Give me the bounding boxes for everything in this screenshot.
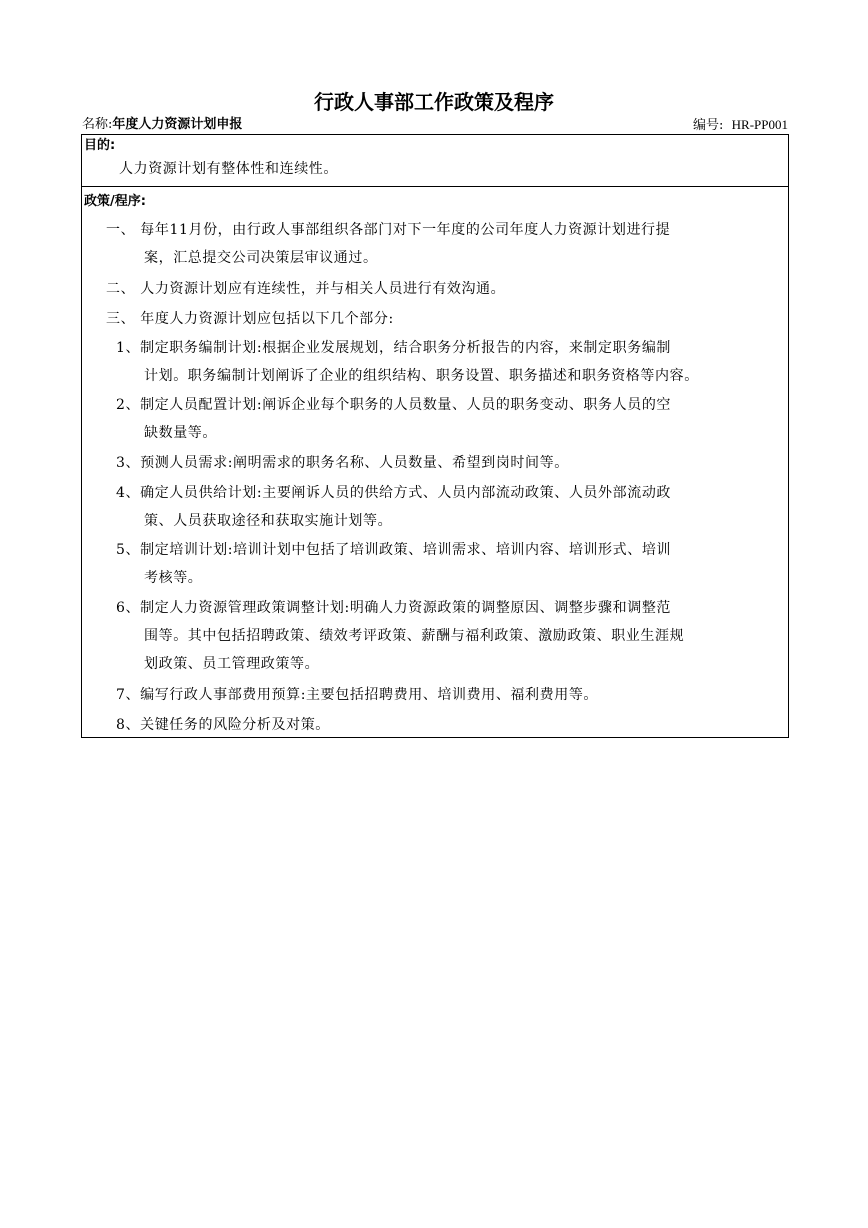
policy-line: 围等。其中包括招聘政策、绩效考评政策、薪酬与福利政策、激励政策、职业生涯规 <box>144 628 685 644</box>
name-field <box>82 116 242 134</box>
policy-heading: 政策/程序: <box>84 194 146 209</box>
policy-line: 策、人员获取途径和获取实施计划等。 <box>144 513 393 529</box>
code-value: HR-PP001 <box>731 117 788 132</box>
document-title: 行政人事部工作政策及程序 <box>314 90 554 114</box>
content-table <box>81 134 789 738</box>
policy-line: 二、 人力资源计划应有连续性，并与相关人员进行有效沟通。 <box>106 281 506 297</box>
policy-line: 4、确定人员供给计划:主要阐诉人员的供给方式、人员内部流动政策、人员外部流动政 <box>116 485 672 501</box>
purpose-text: 人力资源计划有整体性和连续性。 <box>119 161 338 177</box>
policy-line: 划政策、员工管理政策等。 <box>144 656 320 672</box>
policy-line: 7、编写行政人事部费用预算:主要包括招聘费用、培训费用、福利费用等。 <box>116 687 599 703</box>
policy-line: 一、 每年11月份，由行政人事部组织各部门对下一年度的公司年度人力资源计划进行提 <box>106 222 671 238</box>
policy-line: 5、制定培训计划:培训计划中包括了培训政策、培训需求、培训内容、培训形式、培训 <box>116 542 672 558</box>
name-label: 名称: <box>82 117 113 132</box>
policy-line: 计划。职务编制计划阐诉了企业的组织结构、职务设置、职务描述和职务资格等内容。 <box>144 368 699 384</box>
policy-line: 1、制定职务编制计划:根据企业发展规划，结合职务分析报告的内容，来制定职务编制 <box>116 340 672 356</box>
name-value: 年度人力资源计划申报 <box>112 117 243 132</box>
policy-line: 6、制定人力资源管理政策调整计划:明确人力资源政策的调整原因、调整步骤和调整范 <box>116 600 672 616</box>
policy-line: 考核等。 <box>144 570 203 586</box>
document-meta <box>82 116 788 134</box>
section-divider <box>82 186 788 187</box>
purpose-heading: 目的: <box>84 138 116 153</box>
code-label: 编号: <box>692 118 724 133</box>
policy-line: 2、制定人员配置计划:阐诉企业每个职务的人员数量、人员的职务变动、职务人员的空 <box>116 397 672 413</box>
policy-line: 3、预测人员需求:阐明需求的职务名称、人员数量、希望到岗时间等。 <box>116 455 569 471</box>
policy-line: 8、关键任务的风险分析及对策。 <box>116 717 330 733</box>
code-field <box>693 116 788 135</box>
policy-line: 案，汇总提交公司决策层审议通过。 <box>144 250 378 266</box>
policy-line: 缺数量等。 <box>144 425 217 441</box>
policy-line: 三、 年度人力资源计划应包括以下几个部分: <box>106 311 394 327</box>
